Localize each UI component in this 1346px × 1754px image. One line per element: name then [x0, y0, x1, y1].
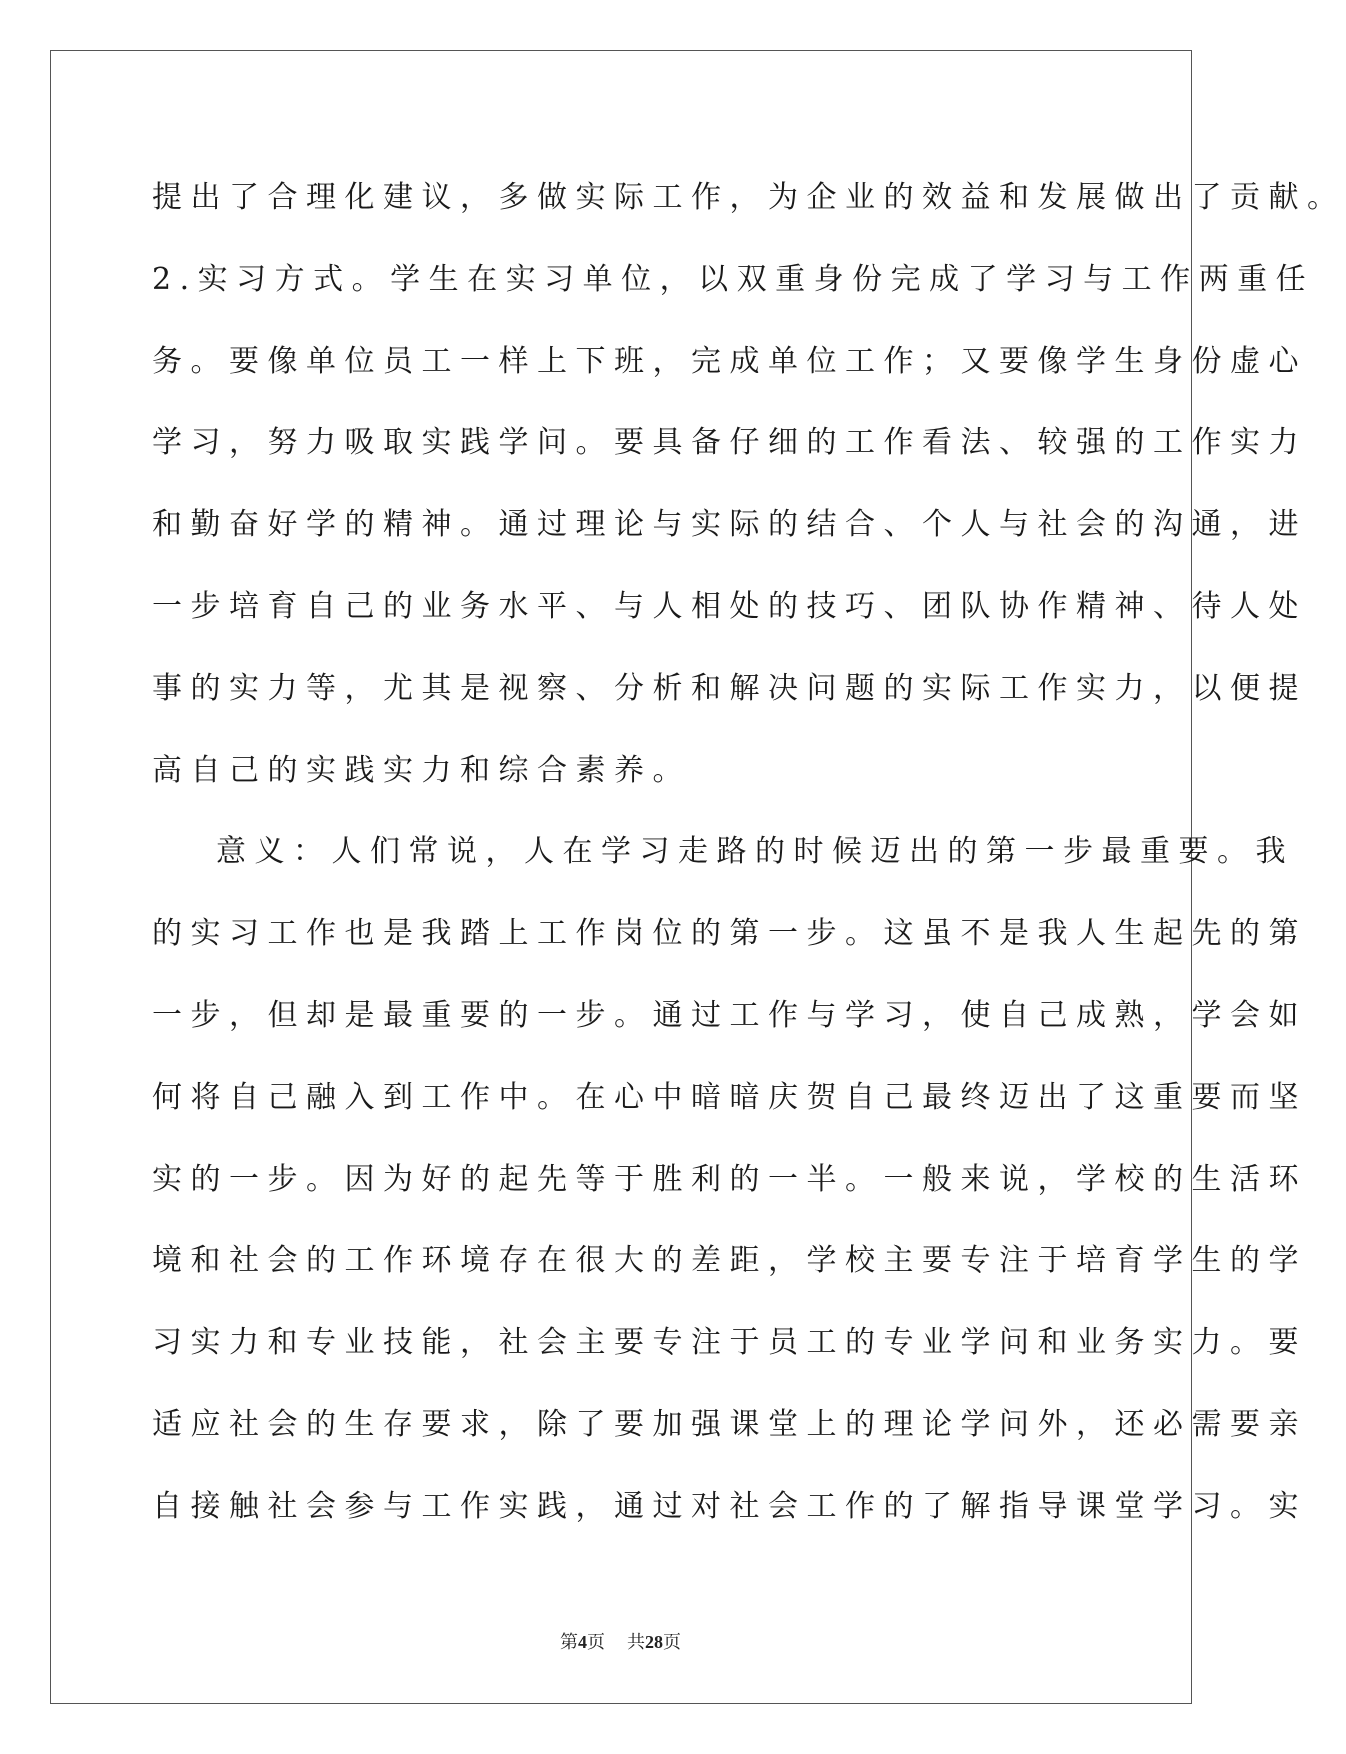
- text-line: 的实习工作也是我踏上工作岗位的第一步。这虽不是我人生起先的第: [152, 916, 1307, 952]
- footer-total-unit: 页: [663, 1632, 681, 1652]
- document-body: [152, 157, 1346, 1548]
- footer-prefix: 第: [560, 1632, 578, 1652]
- text-line: 提出了合理化建议，多做实际工作，为企业的效益和发展做出了贡献。: [152, 180, 1346, 215]
- text-line: 一步，但却是最重要的一步。通过工作与学习，使自己成熟，学会如: [152, 997, 1307, 1033]
- text-line: 一步培育自己的业务水平、与人相处的技巧、团队协作精神、待人处: [152, 588, 1307, 624]
- footer-total-prefix: 共: [627, 1632, 645, 1652]
- text-line: 高自己的实践实力和综合素养。: [152, 752, 691, 788]
- paragraph-start-line: 意义：人们常说，人在学习走路的时候迈出的第一步最重要。我: [216, 834, 1294, 870]
- text-line: 学习，努力吸取实践学问。要具备仔细的工作看法、较强的工作实力: [152, 425, 1307, 461]
- text-line: 境和社会的工作环境存在很大的差距，学校主要专注于培育学生的学: [152, 1243, 1307, 1279]
- text-line: 事的实力等，尤其是视察、分析和解决问题的实际工作实力，以便提: [152, 670, 1307, 706]
- current-page-number: 4: [578, 1632, 587, 1652]
- text-line: 适应社会的生存要求，除了要加强课堂上的理论学问外，还必需要亲: [152, 1406, 1307, 1442]
- page-footer: [0, 1628, 1241, 1654]
- footer-page-unit: 页: [587, 1632, 605, 1652]
- text-line: 务。要像单位员工一样上下班，完成单位工作；又要像学生身份虚心: [152, 343, 1307, 379]
- text-line: 习实力和专业技能，社会主要专注于员工的专业学问和业务实力。要: [152, 1325, 1307, 1361]
- text-line: 自接触社会参与工作实践，通过对社会工作的了解指导课堂学习。实: [152, 1488, 1307, 1524]
- text-line: 何将自己融入到工作中。在心中暗暗庆贺自己最终迈出了这重要而坚: [152, 1079, 1307, 1115]
- total-page-count: 28: [645, 1632, 663, 1652]
- text-line: 实的一步。因为好的起先等于胜利的一半。一般来说，学校的生活环: [152, 1161, 1307, 1197]
- text-line: 2.实习方式。学生在实习单位，以双重身份完成了学习与工作两重任: [152, 261, 1315, 297]
- text-line: 和勤奋好学的精神。通过理论与实际的结合、个人与社会的沟通，进: [152, 507, 1307, 543]
